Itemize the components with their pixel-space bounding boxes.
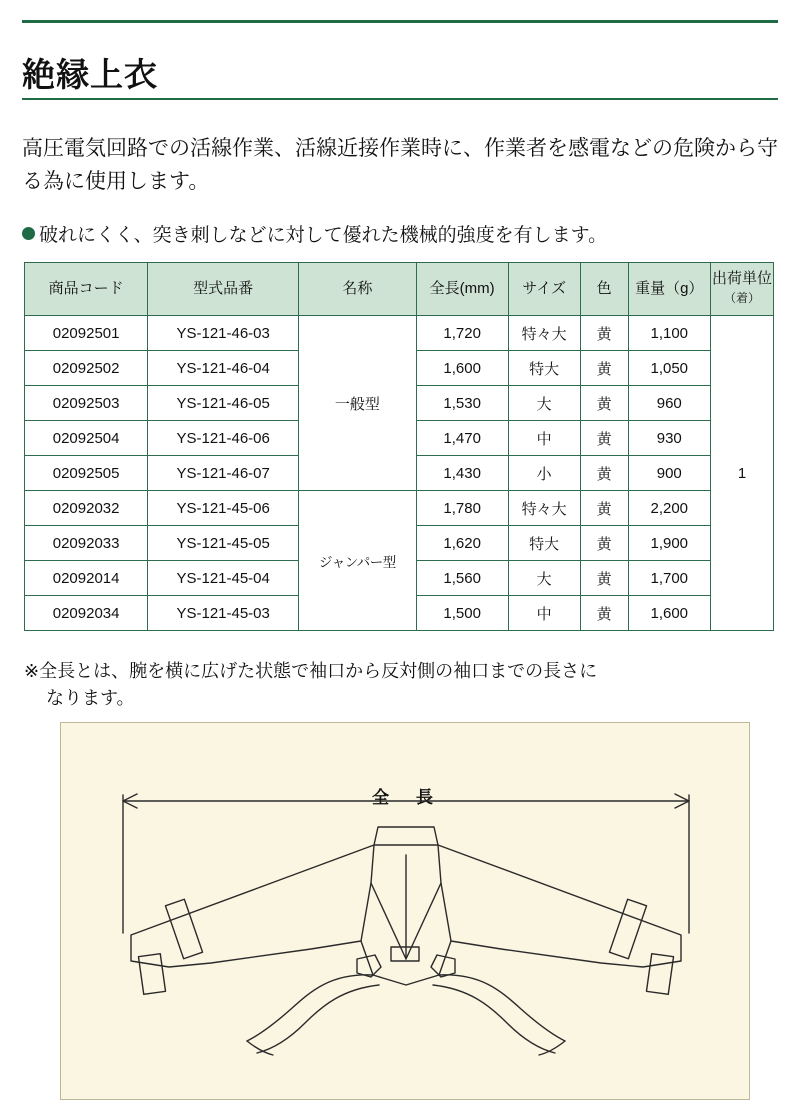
product-figure — [60, 722, 750, 1100]
cell-model-number: YS-121-46-06 — [148, 421, 299, 456]
cell-weight: 2,200 — [628, 491, 711, 526]
pocket — [391, 947, 419, 961]
cell-weight: 1,100 — [628, 316, 711, 351]
cell-size: 中 — [508, 596, 580, 631]
header-shipping-unit-line1: 出荷単位 — [712, 270, 773, 288]
cell-size: 特々大 — [508, 316, 580, 351]
title-divider — [22, 98, 778, 100]
collar — [374, 827, 438, 845]
table-header-row — [25, 263, 774, 316]
cell-color: 黄 — [580, 456, 628, 491]
figure-dimension-label: 全 長 — [372, 788, 438, 807]
cell-size: 大 — [508, 561, 580, 596]
cell-product-code: 02092033 — [25, 526, 148, 561]
left-tie-a — [247, 975, 373, 1041]
cell-color: 黄 — [580, 526, 628, 561]
cell-weight: 1,700 — [628, 561, 711, 596]
cell-shipping-unit: 1 — [711, 316, 774, 631]
cell-size: 中 — [508, 421, 580, 456]
cell-model-number: YS-121-46-05 — [148, 386, 299, 421]
cell-model-number: YS-121-46-04 — [148, 351, 299, 386]
cell-total-length: 1,530 — [416, 386, 508, 421]
cell-model-number: YS-121-45-04 — [148, 561, 299, 596]
cell-product-code: 02092504 — [25, 421, 148, 456]
cell-color: 黄 — [580, 491, 628, 526]
cell-group-name-general: 一般型 — [299, 316, 417, 491]
cell-product-code: 02092034 — [25, 596, 148, 631]
feature-bullet — [22, 223, 782, 250]
cell-weight: 1,050 — [628, 351, 711, 386]
cell-total-length: 1,430 — [416, 456, 508, 491]
table-header — [25, 263, 774, 316]
cell-total-length: 1,560 — [416, 561, 508, 596]
cell-product-code: 02092501 — [25, 316, 148, 351]
cell-weight: 1,600 — [628, 596, 711, 631]
cell-total-length: 1,780 — [416, 491, 508, 526]
cell-product-code: 02092032 — [25, 491, 148, 526]
right-cuff — [609, 899, 646, 958]
cell-group-name-jumper: ジャンパー型 — [299, 491, 417, 631]
left-tie-b — [257, 985, 379, 1053]
right-cuff-strap — [646, 954, 673, 995]
cell-color: 黄 — [580, 561, 628, 596]
cell-size: 小 — [508, 456, 580, 491]
top-divider — [22, 20, 778, 23]
header-name: 名称 — [299, 263, 417, 316]
header-model-number: 型式品番 — [148, 263, 299, 316]
cell-color: 黄 — [580, 386, 628, 421]
header-total-length: 全長(mm) — [416, 263, 508, 316]
feature-bullet-text: 破れにくく、突き刺しなどに対して優れた機械的強度を有します。 — [39, 225, 608, 246]
cell-total-length: 1,720 — [416, 316, 508, 351]
footnote-line-1: ※全長とは、腕を横に広げた状態で袖口から反対側の袖口までの長さに — [24, 661, 598, 681]
right-sleeve — [438, 845, 681, 967]
footnote-line-2: なります。 — [46, 688, 135, 708]
left-sleeve — [131, 845, 374, 967]
header-weight: 重量（g） — [628, 263, 711, 316]
cell-product-code: 02092502 — [25, 351, 148, 386]
cell-size: 特大 — [508, 526, 580, 561]
cell-model-number: YS-121-46-07 — [148, 456, 299, 491]
cell-model-number: YS-121-45-06 — [148, 491, 299, 526]
header-size: サイズ — [508, 263, 580, 316]
cell-total-length: 1,500 — [416, 596, 508, 631]
cell-size: 特々大 — [508, 491, 580, 526]
cell-model-number: YS-121-45-05 — [148, 526, 299, 561]
cell-size: 大 — [508, 386, 580, 421]
footnote — [24, 658, 780, 712]
cell-product-code: 02092014 — [25, 561, 148, 596]
cell-weight: 930 — [628, 421, 711, 456]
cell-color: 黄 — [580, 596, 628, 631]
right-buckle — [431, 955, 455, 977]
specification-table — [24, 262, 774, 631]
bullet-dot-icon — [22, 227, 35, 240]
cell-color: 黄 — [580, 351, 628, 386]
cell-weight: 1,900 — [628, 526, 711, 561]
page-title: 絶縁上衣 — [22, 56, 158, 94]
jacket-illustration — [61, 723, 751, 1101]
table-row — [25, 491, 774, 526]
cell-color: 黄 — [580, 316, 628, 351]
right-tie-a — [439, 975, 565, 1041]
table-body — [25, 316, 774, 631]
cell-product-code: 02092503 — [25, 386, 148, 421]
cell-model-number: YS-121-45-03 — [148, 596, 299, 631]
cell-model-number: YS-121-46-03 — [148, 316, 299, 351]
left-cuff-strap — [138, 954, 165, 995]
cell-size: 特大 — [508, 351, 580, 386]
header-color: 色 — [580, 263, 628, 316]
cell-total-length: 1,600 — [416, 351, 508, 386]
lead-paragraph: 高圧電気回路での活線作業、活線近接作業時に、作業者を感電などの危険から守る為に使用します。 — [22, 137, 778, 193]
cell-weight: 960 — [628, 386, 711, 421]
header-product-code: 商品コード — [25, 263, 148, 316]
right-tie-b — [433, 985, 555, 1053]
cell-color: 黄 — [580, 421, 628, 456]
cell-total-length: 1,620 — [416, 526, 508, 561]
left-buckle — [357, 955, 381, 977]
cell-total-length: 1,470 — [416, 421, 508, 456]
cell-product-code: 02092505 — [25, 456, 148, 491]
left-cuff — [165, 899, 202, 958]
cell-weight: 900 — [628, 456, 711, 491]
header-shipping-unit — [711, 263, 774, 316]
header-shipping-unit-line2: （着） — [724, 291, 761, 305]
table-row — [25, 316, 774, 351]
